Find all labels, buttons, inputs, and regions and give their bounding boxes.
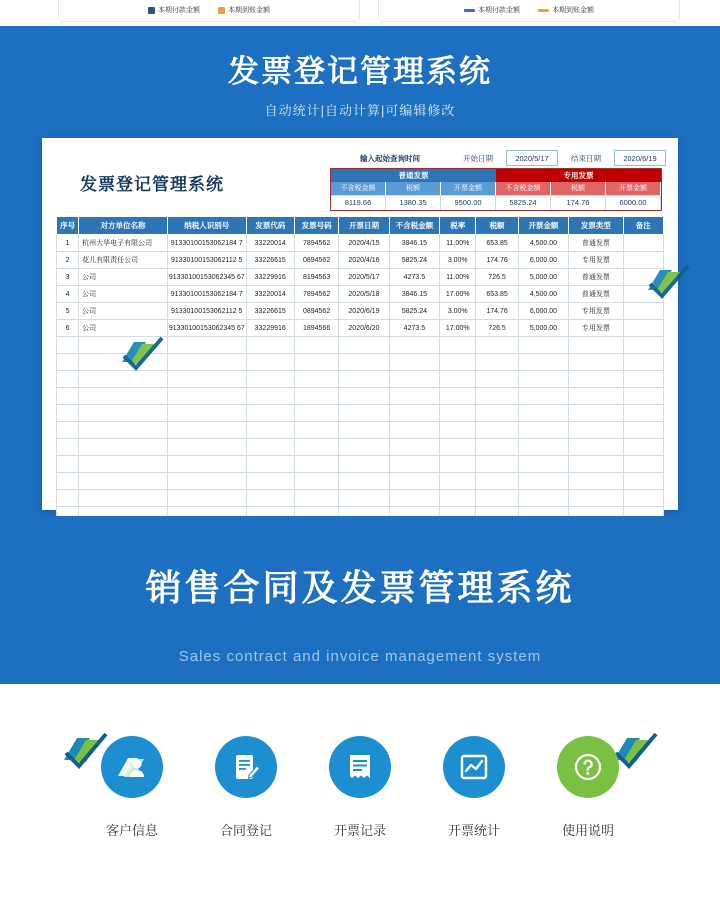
cell-tax: 653.85 [476, 235, 518, 252]
cell-empty [623, 439, 663, 456]
cell-invoice-code: 33220014 [246, 286, 294, 303]
cell-remark [623, 269, 663, 286]
cell-empty [476, 388, 518, 405]
col-header[interactable]: 不含税金额 [389, 217, 439, 235]
cell-index: 1 [57, 235, 79, 252]
cell-company: 杭州大华电子有限公司 [79, 235, 168, 252]
instructions-circle[interactable] [557, 736, 619, 798]
cell-empty [518, 439, 568, 456]
cell-empty [440, 337, 476, 354]
cell-empty [294, 456, 338, 473]
cell-rate: 3.00% [440, 252, 476, 269]
cell-invoice-no: 7894562 [294, 286, 338, 303]
cell-remark [623, 303, 663, 320]
cell-invoice-no: 1894566 [294, 320, 338, 337]
col-header[interactable]: 税率 [440, 217, 476, 235]
cell-empty [167, 388, 246, 405]
cell-remark [623, 286, 663, 303]
cell-total: 4,500.00 [518, 286, 568, 303]
cell-empty [167, 354, 246, 371]
cell-empty [246, 439, 294, 456]
cell-empty [389, 371, 439, 388]
query-prompt: 输入起始查询时间 [330, 150, 450, 166]
cell-empty [389, 473, 439, 490]
group-header-special: 专用发票 [496, 169, 661, 182]
cell-empty [389, 405, 439, 422]
legend-item [538, 5, 594, 15]
table-row-empty[interactable] [57, 371, 664, 388]
cell-empty [476, 439, 518, 456]
table-row[interactable] [57, 286, 664, 303]
cell-amount-net: 4273.5 [389, 320, 439, 337]
query-row [330, 150, 662, 166]
cell-empty [440, 354, 476, 371]
cell-type: 专用发票 [569, 303, 623, 320]
invoice-stats-circle[interactable] [443, 736, 505, 798]
cell-empty [623, 456, 663, 473]
cell-remark [623, 252, 663, 269]
cell-empty [440, 439, 476, 456]
cell-empty [623, 405, 663, 422]
cell-taxid: 91330100153062345 67 [167, 320, 246, 337]
cell-empty [79, 337, 168, 354]
feature-label: 合同登记 [219, 823, 272, 838]
cell-amount-net: 5825.24 [389, 252, 439, 269]
cell-empty [569, 439, 623, 456]
feature-customer-info[interactable] [75, 736, 189, 839]
cell-empty [569, 422, 623, 439]
cell-amount-net: 3846.15 [389, 235, 439, 252]
cell-empty [569, 456, 623, 473]
cell-index: 6 [57, 320, 79, 337]
cell-taxid: 91330100153062184 7 [167, 286, 246, 303]
cell-empty [440, 490, 476, 507]
legend-swatch-icon [148, 7, 155, 14]
cell-date: 2020/4/16 [339, 252, 389, 269]
cell-rate: 3.00% [440, 303, 476, 320]
cell-empty [518, 490, 568, 507]
cell-empty [57, 354, 79, 371]
cell-remark [623, 320, 663, 337]
cell-date: 2020/4/15 [339, 235, 389, 252]
col-header[interactable]: 发票类型 [569, 217, 623, 235]
col-header[interactable]: 备注 [623, 217, 663, 235]
cell-empty [518, 422, 568, 439]
cell-empty [246, 456, 294, 473]
page-title: 发票登记管理系统 [228, 54, 492, 89]
col-header[interactable]: 开票日期 [339, 217, 389, 235]
cell-invoice-code: 33220014 [246, 235, 294, 252]
cell-tax: 726.5 [476, 320, 518, 337]
cell-empty [57, 337, 79, 354]
cell-empty [476, 490, 518, 507]
cell-empty [339, 405, 389, 422]
cell-empty [569, 473, 623, 490]
table-header-row [57, 217, 664, 235]
cell-empty [389, 388, 439, 405]
col-header[interactable]: 发票代码 [246, 217, 294, 235]
cell-empty [623, 337, 663, 354]
cell-company: 花儿有限责任公司 [79, 252, 168, 269]
cell-type: 普通发票 [569, 269, 623, 286]
cell-rate: 17.00% [440, 286, 476, 303]
cell-empty [518, 354, 568, 371]
cell-total: 5,000.00 [518, 320, 568, 337]
subheader-cell: 税额 [551, 182, 606, 195]
table-row[interactable] [57, 235, 664, 252]
table-row[interactable] [57, 252, 664, 269]
cell-index: 5 [57, 303, 79, 320]
cell-empty [167, 371, 246, 388]
feature-invoice-stats[interactable] [417, 736, 531, 839]
cell-empty [339, 490, 389, 507]
cell-empty [389, 354, 439, 371]
feature-label: 开票记录 [333, 823, 386, 838]
chart-legend-right [379, 5, 679, 15]
cell-empty [476, 473, 518, 490]
cell-empty [518, 371, 568, 388]
cell-total: 4,500.00 [518, 235, 568, 252]
invoice-table [56, 216, 664, 524]
cell-empty [339, 337, 389, 354]
cell-empty [246, 473, 294, 490]
cell-empty [79, 422, 168, 439]
cell-empty [246, 422, 294, 439]
cell-empty [339, 422, 389, 439]
cell-empty [167, 337, 246, 354]
legend-item [148, 5, 200, 15]
table-row-empty[interactable] [57, 422, 664, 439]
banner-title: 销售合同及发票管理系统 [145, 567, 575, 608]
col-header[interactable]: 序号 [57, 217, 79, 235]
query-summary-table [330, 168, 662, 211]
cell-empty [389, 337, 439, 354]
query-value-row [331, 195, 661, 210]
cell-date: 2020/6/20 [339, 320, 389, 337]
cell-empty [57, 405, 79, 422]
receipt-icon [345, 751, 375, 783]
cell-company: 公司 [79, 286, 168, 303]
cell-empty [167, 405, 246, 422]
feature-label: 开票统计 [447, 823, 500, 838]
cell-empty [569, 371, 623, 388]
cell-invoice-no: 8194563 [294, 269, 338, 286]
invoice-record-circle[interactable] [329, 736, 391, 798]
table-row-empty[interactable] [57, 388, 664, 405]
cell-empty [476, 422, 518, 439]
cell-invoice-no: 7894562 [294, 235, 338, 252]
cell-empty [569, 388, 623, 405]
cell-empty [476, 337, 518, 354]
col-header[interactable]: 开票金额 [518, 217, 568, 235]
subheader-cell: 开票金额 [606, 182, 661, 195]
cell-empty [79, 456, 168, 473]
subheader-cell: 不含税金额 [496, 182, 551, 195]
table-row[interactable] [57, 320, 664, 337]
legend-item [464, 5, 520, 15]
feature-contract-register[interactable] [189, 736, 303, 839]
cell-tax: 174.76 [476, 303, 518, 320]
cell-empty [476, 405, 518, 422]
cell-empty [623, 371, 663, 388]
legend-label: 本期付款金额 [158, 7, 200, 14]
cell-empty [79, 490, 168, 507]
cell-empty [79, 439, 168, 456]
legend-swatch-icon [464, 9, 475, 12]
start-date-input[interactable]: 2020/5/17 [506, 150, 558, 166]
cell-date: 2020/5/18 [339, 286, 389, 303]
cell-date: 2020/6/19 [339, 303, 389, 320]
cell-empty [476, 354, 518, 371]
table-row-empty[interactable] [57, 490, 664, 507]
legend-swatch-icon [538, 9, 549, 12]
document-pen-icon [231, 751, 261, 783]
subheader-cell: 不含税金额 [331, 182, 386, 195]
cell-empty [167, 422, 246, 439]
col-header[interactable]: 对方单位名称 [79, 217, 168, 235]
cell-empty [339, 354, 389, 371]
cell-type: 专用发票 [569, 320, 623, 337]
cell-empty [339, 439, 389, 456]
cell-tax: 726.5 [476, 269, 518, 286]
start-date-label: 开始日期 [450, 150, 506, 166]
cell-company: 公司 [79, 269, 168, 286]
col-header[interactable]: 发票号码 [294, 217, 338, 235]
cell-empty [246, 405, 294, 422]
cell-tax: 653.85 [476, 286, 518, 303]
cell-index: 2 [57, 252, 79, 269]
cell-type: 专用发票 [569, 252, 623, 269]
table-row-empty[interactable] [57, 473, 664, 490]
cell-invoice-code: 33229916 [246, 320, 294, 337]
cell-empty [57, 490, 79, 507]
cell-empty [389, 490, 439, 507]
cell-index: 4 [57, 286, 79, 303]
chart-legend-left [59, 5, 359, 15]
cell-empty [79, 388, 168, 405]
chart-card-right [378, 0, 680, 22]
end-date-input[interactable]: 2020/6/19 [614, 150, 666, 166]
cell-company: 公司 [79, 303, 168, 320]
contract-register-circle[interactable] [215, 736, 277, 798]
feature-label: 使用说明 [561, 823, 614, 838]
cell-empty [57, 388, 79, 405]
cell-date: 2020/5/17 [339, 269, 389, 286]
table-row-empty[interactable] [57, 439, 664, 456]
cell-empty [518, 473, 568, 490]
cell-rate: 11.00% [440, 235, 476, 252]
cell-empty [440, 371, 476, 388]
cell-empty [440, 405, 476, 422]
summary-value: 9500.00 [441, 195, 496, 210]
table-row[interactable] [57, 303, 664, 320]
cell-taxid: 91330100153062345 67 [167, 269, 246, 286]
cell-empty [79, 473, 168, 490]
cell-invoice-code: 33226615 [246, 303, 294, 320]
cell-empty [440, 473, 476, 490]
cell-empty [79, 405, 168, 422]
cell-total: 6,000.00 [518, 303, 568, 320]
query-panel [330, 150, 662, 211]
cell-tax: 174.76 [476, 252, 518, 269]
cell-empty [389, 422, 439, 439]
cell-empty [57, 473, 79, 490]
cell-amount-net: 5825.24 [389, 303, 439, 320]
cell-remark [623, 235, 663, 252]
feature-label: 客户信息 [105, 823, 158, 838]
top-chart-strip [0, 0, 720, 26]
cell-empty [246, 371, 294, 388]
cell-empty [518, 388, 568, 405]
cell-type: 普通发票 [569, 286, 623, 303]
cell-empty [294, 439, 338, 456]
feature-invoice-record[interactable] [303, 736, 417, 839]
legend-label: 本期付款金额 [478, 7, 520, 14]
cell-taxid: 91330100153062112 5 [167, 252, 246, 269]
legend-label: 本期到账金额 [228, 7, 270, 14]
cell-empty [389, 439, 439, 456]
cell-empty [167, 473, 246, 490]
cell-empty [246, 490, 294, 507]
invoice-table-element [56, 216, 664, 524]
cell-empty [518, 456, 568, 473]
cell-empty [623, 354, 663, 371]
cell-total: 5,000.00 [518, 269, 568, 286]
cell-taxid: 91330100153062184 7 [167, 235, 246, 252]
query-group-header [331, 169, 661, 182]
cell-empty [167, 456, 246, 473]
summary-value: 6000.00 [606, 195, 661, 210]
cell-empty [294, 422, 338, 439]
cell-invoice-no: 0894562 [294, 303, 338, 320]
cell-empty [294, 371, 338, 388]
feature-icon-row [0, 736, 720, 886]
feature-instructions[interactable] [531, 736, 645, 839]
col-header[interactable]: 纳税人识别号 [167, 217, 246, 235]
cell-empty [569, 405, 623, 422]
legend-label: 本期到账金额 [552, 7, 594, 14]
question-mark-icon [572, 751, 604, 783]
cell-empty [389, 456, 439, 473]
cell-empty [569, 337, 623, 354]
cell-empty [167, 439, 246, 456]
cell-empty [440, 388, 476, 405]
cell-empty [246, 388, 294, 405]
cell-empty [440, 456, 476, 473]
cell-empty [57, 371, 79, 388]
cell-empty [339, 388, 389, 405]
cell-taxid: 91330100153062112 5 [167, 303, 246, 320]
cell-amount-net: 4273.5 [389, 269, 439, 286]
subheader-cell: 开票金额 [441, 182, 496, 195]
legend-swatch-icon [218, 7, 225, 14]
table-row-empty[interactable] [57, 405, 664, 422]
cell-empty [79, 354, 168, 371]
query-subheader-row [331, 182, 661, 195]
cell-empty [294, 473, 338, 490]
cell-invoice-code: 33226615 [246, 252, 294, 269]
cell-empty [294, 337, 338, 354]
line-chart-icon [458, 751, 490, 783]
user-card-icon [115, 751, 149, 783]
cell-rate: 17.00% [440, 320, 476, 337]
cell-total: 6,000.00 [518, 252, 568, 269]
cell-empty [623, 422, 663, 439]
cell-empty [167, 490, 246, 507]
cell-empty [623, 473, 663, 490]
cell-empty [440, 422, 476, 439]
banner-subtitle: Sales contract and invoice management system [178, 648, 542, 665]
cell-empty [339, 456, 389, 473]
cell-empty [569, 490, 623, 507]
table-row-empty[interactable] [57, 354, 664, 371]
cell-invoice-no: 0894562 [294, 252, 338, 269]
summary-value: 1380.35 [386, 195, 441, 210]
app-screenshot [42, 138, 678, 510]
cell-empty [569, 354, 623, 371]
cell-empty [518, 405, 568, 422]
cell-invoice-code: 33229916 [246, 269, 294, 286]
table-row-empty[interactable] [57, 456, 664, 473]
cell-empty [246, 337, 294, 354]
legend-item [218, 5, 270, 15]
customer-info-circle[interactable] [101, 736, 163, 798]
cell-empty [339, 371, 389, 388]
cell-empty [518, 337, 568, 354]
cell-empty [57, 439, 79, 456]
subheader-cell: 税额 [386, 182, 441, 195]
group-header-normal: 普通发票 [331, 169, 496, 182]
cell-empty [476, 371, 518, 388]
cell-empty [57, 422, 79, 439]
summary-value: 174.76 [551, 195, 606, 210]
cell-empty [339, 473, 389, 490]
cell-empty [294, 490, 338, 507]
cell-empty [294, 405, 338, 422]
cell-empty [79, 371, 168, 388]
cell-empty [294, 354, 338, 371]
table-row-empty[interactable] [57, 337, 664, 354]
cell-type: 普通发票 [569, 235, 623, 252]
cell-empty [623, 490, 663, 507]
cell-index: 3 [57, 269, 79, 286]
chart-card-left [58, 0, 360, 22]
cell-empty [623, 388, 663, 405]
table-row[interactable] [57, 269, 664, 286]
summary-value: 8119.66 [331, 195, 386, 210]
cell-empty [476, 456, 518, 473]
cell-company: 公司 [79, 320, 168, 337]
cell-empty [246, 354, 294, 371]
cell-rate: 11.00% [440, 269, 476, 286]
page-subtitle: 自动统计|自动计算|可编辑修改 [264, 103, 456, 118]
summary-value: 5825.24 [496, 195, 551, 210]
app-title: 发票登记管理系统 [80, 175, 224, 194]
end-date-label: 结束日期 [558, 150, 614, 166]
cell-empty [57, 456, 79, 473]
cell-empty [294, 388, 338, 405]
table-body [57, 235, 664, 524]
col-header[interactable]: 税额 [476, 217, 518, 235]
cell-amount-net: 3846.15 [389, 286, 439, 303]
